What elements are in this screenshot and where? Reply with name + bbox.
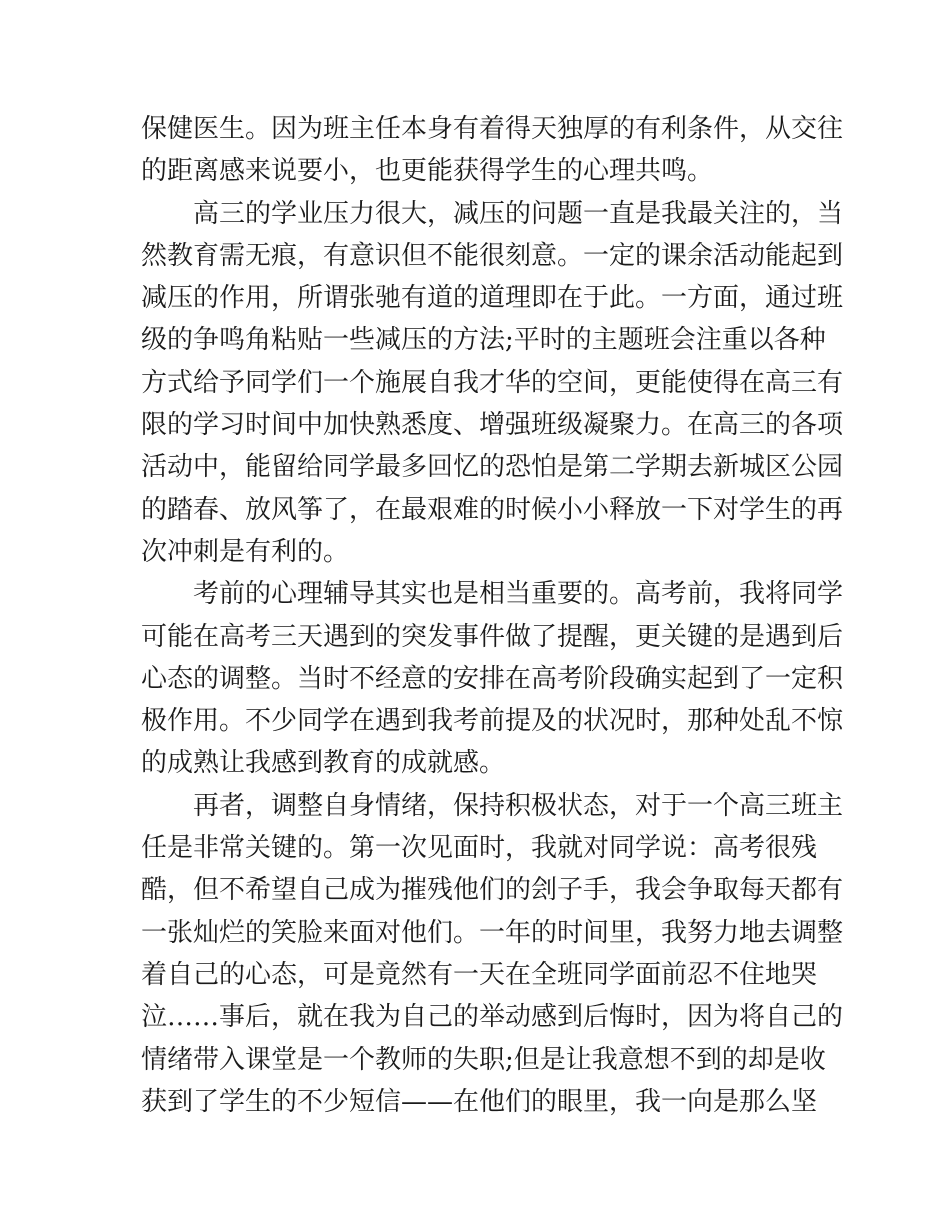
text-line: 活动中，能留给同学最多回忆的恐怕是第二学期去新城区公园 (141, 452, 844, 483)
text-line: 保健医生。因为班主任本身有着得天独厚的有利条件，从交往 (141, 114, 844, 144)
text-line: 的踏春、放风筝了，在最艰难的时候小小释放一下对学生的再 (141, 494, 844, 525)
text-line: 泣……事后，就在我为自己的举动感到后悔时，因为将自己的 (141, 1002, 844, 1033)
text-line: 的成熟让我感到教育的成就感。 (141, 748, 506, 779)
text-line: 着自己的心态，可是竟然有一天在全班同学面前忍不住地哭 (141, 959, 818, 990)
text-line: 减压的作用，所谓张驰有道的道理即在于此。一方面，通过班 (141, 283, 844, 314)
text-line: 极作用。不少同学在遇到我考前提及的状况时，那种处乱不惊 (141, 706, 844, 737)
text-line: 一张灿烂的笑脸来面对他们。一年的时间里，我努力地去调整 (141, 917, 844, 948)
text-line: 考前的心理辅导其实也是相当重要的。高考前，我将同学 (141, 579, 844, 610)
body-text (141, 108, 844, 1123)
text-line: 次冲刺是有利的。 (141, 536, 350, 567)
text-line: 然教育需无痕，有意识但不能很刻意。一定的课余活动能起到 (141, 240, 844, 271)
text-line: 的距离感来说要小，也更能获得学生的心理共鸣。 (141, 156, 714, 187)
text-line: 方式给予同学们一个施展自我才华的空间，更能使得在高三有 (141, 367, 844, 398)
text-line: 级的争鸣角粘贴一些减压的方法;平时的主题班会注重以各种 (141, 325, 826, 356)
text-line: 心态的调整。当时不经意的安排在高考阶段确实起到了一定积 (141, 663, 844, 694)
text-line: 再者，调整自身情绪，保持积极状态，对于一个高三班主 (141, 790, 844, 821)
text-line: 情绪带入课堂是一个教师的失职;但是让我意想不到的却是收 (141, 1044, 826, 1075)
text-line: 高三的学业压力很大，减压的问题一直是我最关注的，当 (141, 198, 844, 229)
text-line: 酷，但不希望自己成为摧残他们的刽子手，我会争取每天都有 (141, 875, 844, 906)
text-line: 可能在高考三天遇到的突发事件做了提醒，更关键的是遇到后 (141, 621, 844, 652)
text-line: 获到了学生的不少短信——在他们的眼里，我一向是那么坚 (141, 1086, 818, 1117)
text-line: 限的学习时间中加快熟悉度、增强班级凝聚力。在高三的各项 (141, 410, 844, 441)
text-line: 任是非常关键的。第一次见面时，我就对同学说：高考很残 (141, 833, 818, 864)
